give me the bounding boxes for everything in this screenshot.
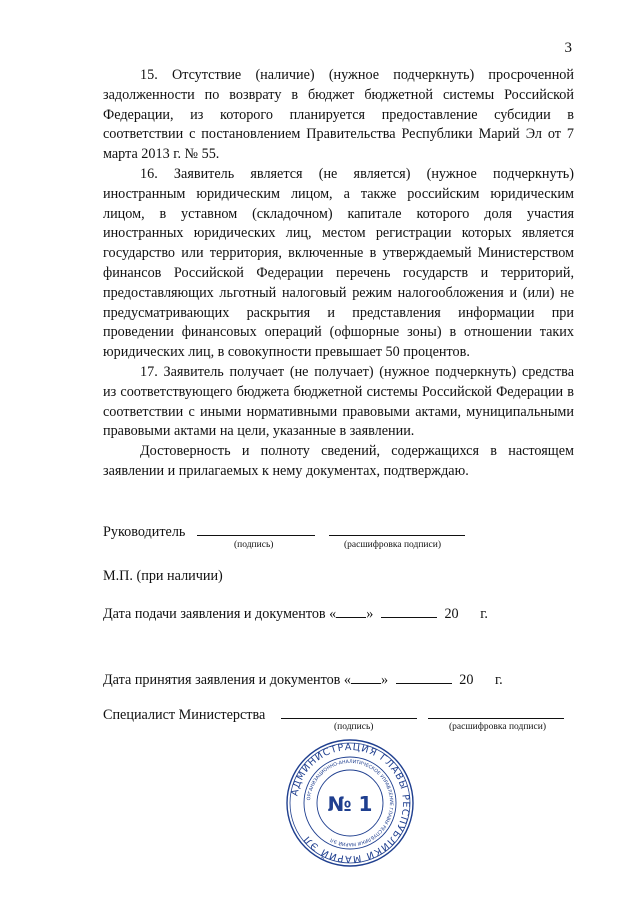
acceptance-close-quote: » (381, 672, 389, 688)
head-label: Руководитель (103, 524, 186, 540)
page-number: 3 (564, 40, 572, 56)
official-stamp (285, 738, 415, 868)
submission-label: Дата подачи заявления и документов « (103, 606, 337, 622)
acceptance-label: Дата принятия заявления и документов « (103, 672, 352, 688)
stamp-outer-text: АДМИНИСТРАЦИЯ ГЛАВЫ РЕСПУБЛИКИ МАРИЙ ЭЛ (289, 741, 412, 865)
acceptance-year: 20 (459, 672, 474, 688)
submission-close-quote: » (366, 606, 374, 622)
head-signature-row (103, 521, 465, 541)
submission-day-line (336, 603, 366, 618)
specialist-decoding-caption: (расшифровка подписи) (449, 722, 546, 732)
head-decoding-line (329, 521, 465, 536)
paragraph-17: 17. Заявитель получает (не получает) (нужное подчеркнуть) средства из соответствующего бюджета бюджетной системы Российской Федерации в соответствии с иными нормативными правовыми актами, муниципальными правовыми актами на цели, указанные в заявлении. (103, 363, 574, 440)
acceptance-year-suffix: г. (494, 672, 503, 688)
acceptance-date-row (103, 669, 503, 689)
specialist-signature-line (281, 704, 417, 719)
stamp-inner-text: ОРГАНИЗАЦИОННО-АНАЛИТИЧЕСКОЕ УПРАВЛЕНИЕ ГЛАВЫ РЕСПУБЛИКИ МАРИЙ ЭЛ (307, 759, 394, 847)
stamp-center-number: № 1 (327, 792, 373, 816)
submission-date-row (103, 603, 488, 623)
paragraph-confirmation: Достоверность и полноту сведений, содержащихся в настоящем заявлении и прилагаемых к нему документах, подтверждаю. (103, 443, 574, 479)
document-body (103, 66, 574, 482)
submission-month-line (381, 603, 437, 618)
seal-label: М.П. (при наличии) (103, 568, 223, 584)
head-signature-line (197, 521, 315, 536)
paragraph-15: 15. Отсутствие (наличие) (нужное подчеркнуть) просроченной задолженности по возврату в бюджет бюджетной системы Российской Федерации, из которого планируется предоставление субсидии в соответствии с постановлением Правительства Республики Марий Эл от 7 марта 2013 г. № 55. (103, 67, 574, 163)
paragraph-16: 16. Заявитель является (не является) (нужное подчеркнуть) иностранным юридическим лицом, а также российским юридическим лицом, в уставном (складочном) капитале которого доля участия иностранных юридических лиц, местом регистрации которых является государство или территория, включенные в утверждаемый Министерством финансов Российской Федерации перечень государств и территорий, предоставляющих льготный налоговый режим налогообложения и (или) не предусматривающих раскрытия и представления информации при проведении финансовых операций (офшорные зоны) в отношении таких юридических лиц, в совокупности превышает 50 процентов. (103, 165, 574, 361)
specialist-label: Специалист Министерства (103, 707, 266, 723)
specialist-decoding-line (428, 704, 564, 719)
submission-year-suffix: г. (480, 606, 488, 622)
head-signature-caption: (подпись) (234, 540, 274, 550)
specialist-signature-row (103, 704, 564, 724)
head-decoding-caption: (расшифровка подписи) (344, 540, 441, 550)
acceptance-day-line (351, 669, 381, 684)
specialist-signature-caption: (подпись) (334, 722, 374, 732)
submission-year: 20 (444, 606, 459, 622)
acceptance-month-line (396, 669, 452, 684)
stamp-seal-image (285, 738, 415, 868)
